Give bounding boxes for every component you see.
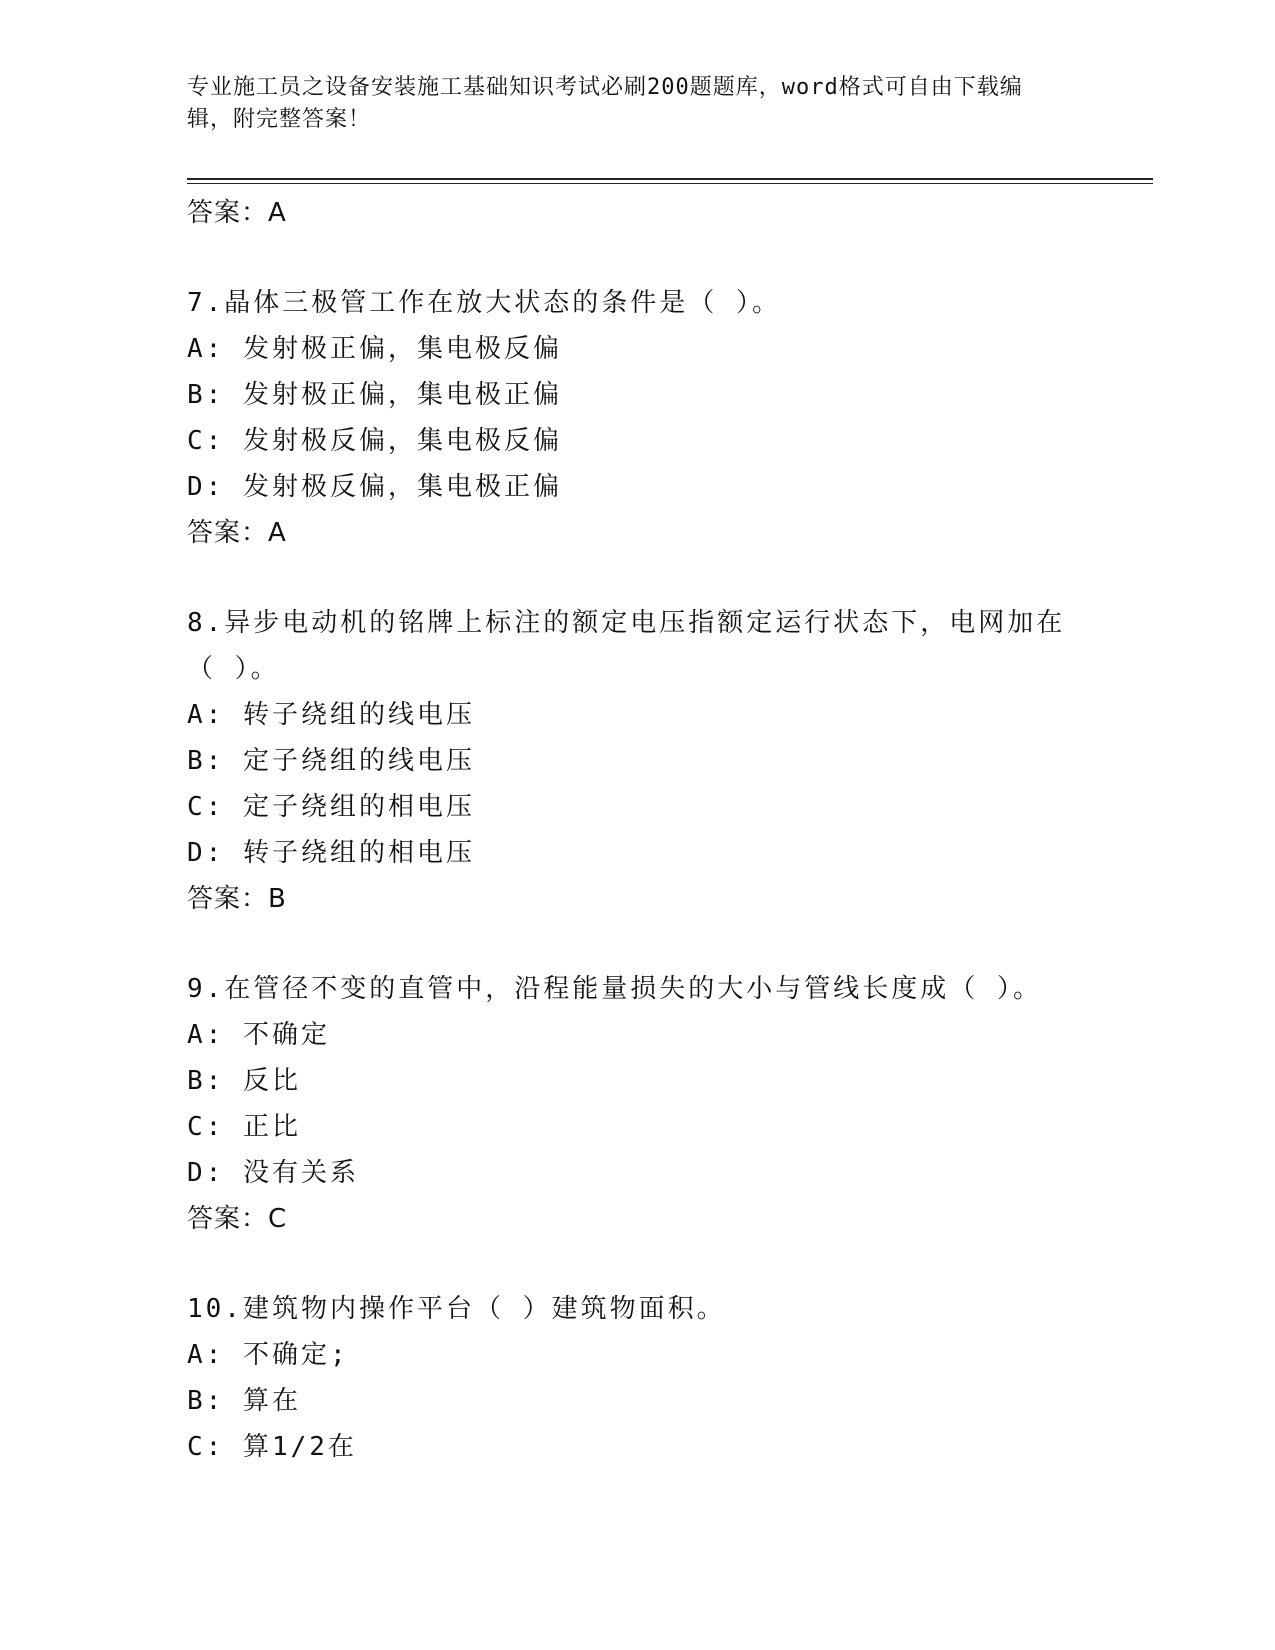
option-b: B: 发射极正偏，集电极正偏	[187, 380, 562, 410]
question-text: 9.在管径不变的直管中，沿程能量损失的大小与管线长度成（ ）。	[187, 974, 1042, 1004]
question-text: 7.晶体三极管工作在放大状态的条件是（ ）。	[187, 288, 781, 318]
answer-line: 答案：A	[187, 198, 287, 228]
option-b: B: 定子绕组的线电压	[187, 746, 475, 776]
header-divider	[187, 178, 1153, 180]
answer-line: 答案：C	[187, 1204, 288, 1234]
question-text: 10.建筑物内操作平台（ ）建筑物面积。	[187, 1294, 726, 1324]
option-d: D: 发射极反偏，集电极正偏	[187, 472, 562, 502]
option-a: A: 转子绕组的线电压	[187, 700, 475, 730]
question-block-8	[187, 600, 1087, 922]
document-header: 专业施工员之设备安装施工基础知识考试必刷200题题库，word格式可自由下载编辑，附完整答案！	[187, 75, 1023, 132]
option-c: C: 算1/2在	[187, 1432, 357, 1462]
option-c: C: 定子绕组的相电压	[187, 792, 475, 822]
question-list	[187, 190, 1087, 1470]
option-a: A: 不确定;	[187, 1340, 349, 1370]
option-d: D: 没有关系	[187, 1158, 359, 1188]
option-c: C: 发射极反偏，集电极反偏	[187, 426, 562, 456]
answer-line: 答案：A	[187, 518, 287, 548]
question-block-7	[187, 280, 1087, 556]
question-text: 8.异步电动机的铭牌上标注的额定电压指额定运行状态下，电网加在（ ）。	[187, 608, 1066, 684]
answer-line: 答案：B	[187, 884, 287, 914]
option-a: A: 发射极正偏，集电极反偏	[187, 334, 562, 364]
option-b: B: 算在	[187, 1386, 301, 1416]
option-c: C: 正比	[187, 1112, 301, 1142]
header-divider-thin	[187, 183, 1153, 184]
question-block-9	[187, 966, 1087, 1242]
option-b: B: 反比	[187, 1066, 301, 1096]
option-d: D: 转子绕组的相电压	[187, 838, 475, 868]
option-a: A: 不确定	[187, 1020, 330, 1050]
question-block-10	[187, 1286, 1087, 1470]
